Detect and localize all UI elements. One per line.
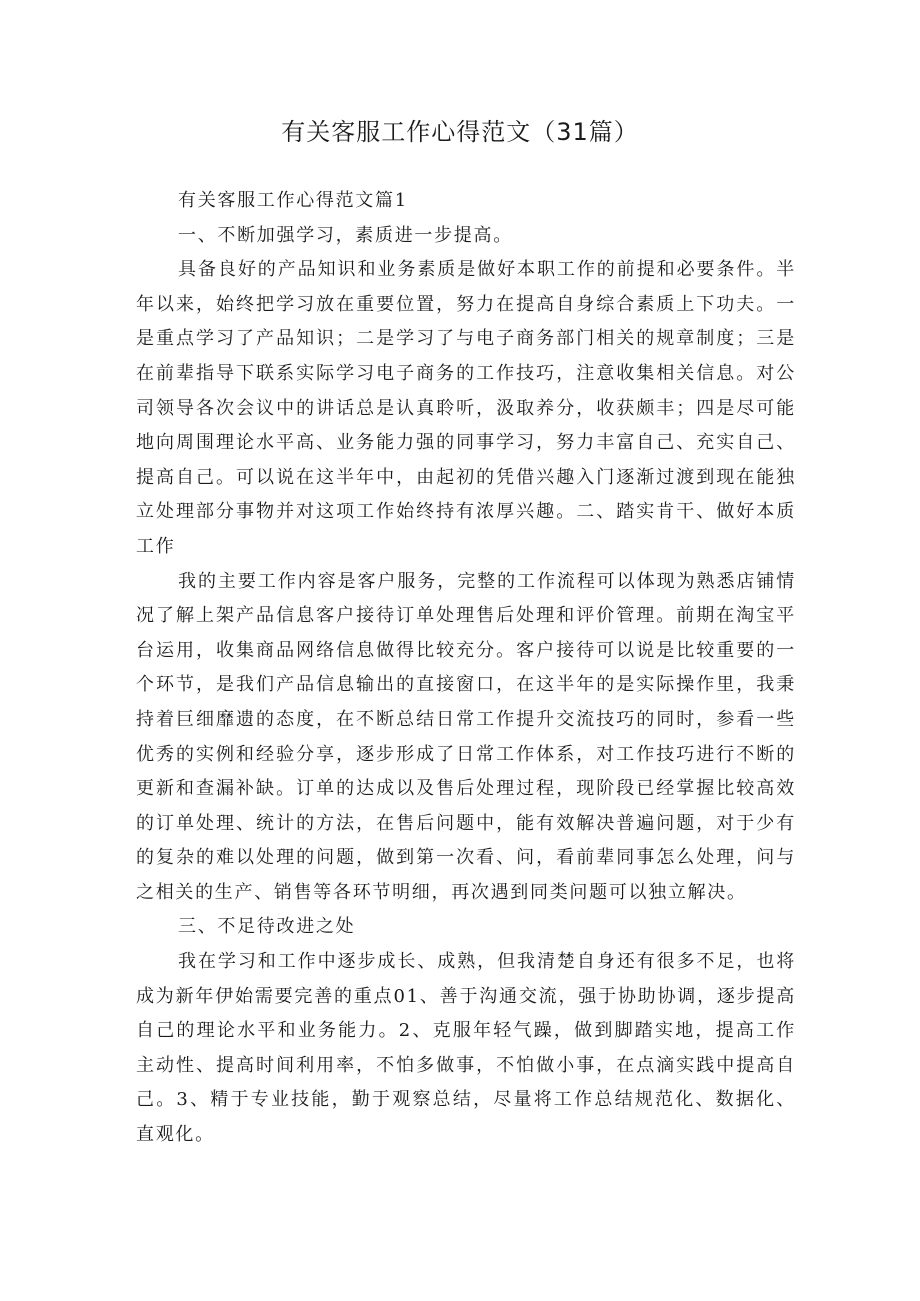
document-title: 有关客服工作心得范文（31篇）	[281, 118, 639, 146]
heading-3: 三、不足待改进之处	[178, 916, 356, 938]
paragraph-1: 具备良好的产品知识和业务素质是做好本职工作的前提和必要条件。半年以来，始终把学习放在重要位置，努力在提高自身综合素质上下功夫。一是重点学习了产品知识；二是学习了与电子商务部门相关的规章制度；三是在前辈指导下联系实际学习电子商务的工作技巧，注意收集相关信息。对公司领导各次会议中的讲话总是认真聆听，汲取养分，收获颇丰；四是尽可能地向周围理论水平高、业务能力强的同事学习，努力丰富自己、充实自己、提高自己。可以说在这半年中，由起初的凭借兴趣入门逐渐过渡到现在能独立处理部分事物并对这项工作始终持有浓厚兴趣。二、踏实肯干、做好本质工作	[136, 259, 796, 557]
heading-1: 一、不断加强学习，素质进一步提高。	[178, 224, 513, 246]
document-body	[136, 184, 796, 1153]
paragraph-2: 我的主要工作内容是客户服务，完整的工作流程可以体现为熟悉店铺情况了解上架产品信息客户接待订单处理售后处理和评价管理。前期在淘宝平台运用，收集商品网络信息做得比较充分。客户接待可以说是比较重要的一个环节，是我们产品信息输出的直接窗口，在这半年的是实际操作里，我秉持着巨细靡遗的态度，在不断总结日常工作提升交流技巧的同时，参看一些优秀的实例和经验分享，逐步形成了日常工作体系，对工作技巧进行不断的更新和查漏补缺。订单的达成以及售后处理过程，现阶段已经掌握比较高效的订单处理、统计的方法，在售后问题中，能有效解决普遍问题，对于少有的复杂的难以处理的问题，做到第一次看、问，看前辈同事怎么处理，问与之相关的生产、销售等各环节明细，再次遇到同类问题可以独立解决。	[136, 570, 796, 903]
paragraph-3: 我在学习和工作中逐步成长、成熟，但我清楚自身还有很多不足，也将成为新年伊始需要完善的重点01、善于沟通交流，强于协助协调，逐步提高自己的理论水平和业务能力。2、克服年轻气躁，做到脚踏实地，提高工作主动性、提高时间利用率，不怕多做事，不怕做小事，在点滴实践中提高自己。3、精于专业技能，勤于观察总结，尽量将工作总结规范化、数据化、直观化。	[136, 951, 796, 1146]
section-heading: 有关客服工作心得范文篇1	[178, 190, 408, 211]
